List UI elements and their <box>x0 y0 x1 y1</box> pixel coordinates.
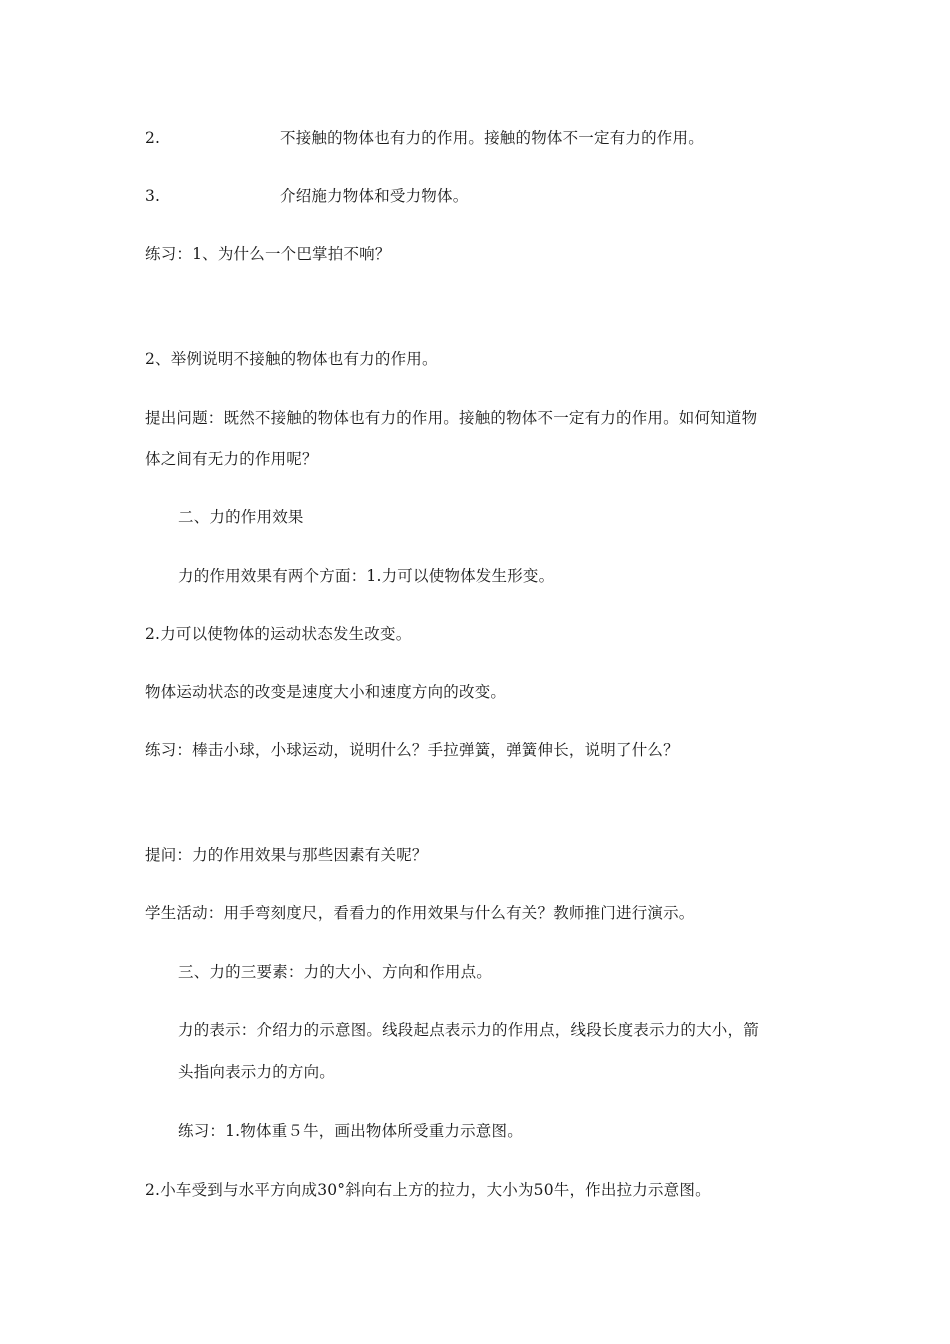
student-activity: 学生活动：用手弯刻度尺，看看力的作用效果与什么有关？教师推门进行演示。 <box>145 904 695 922</box>
effects-item-2: 2.力可以使物体的运动状态发生改变。 <box>145 625 412 643</box>
item-text-3: 介绍施力物体和受力物体。 <box>280 187 469 205</box>
exercise-gravity-diagram: 练习：1.物体重５牛，画出物体所受重力示意图。 <box>178 1122 523 1140</box>
motion-state-note: 物体运动状态的改变是速度大小和速度方向的改变。 <box>145 683 507 701</box>
item-text-2: 不接触的物体也有力的作用。接触的物体不一定有力的作用。 <box>280 129 704 147</box>
exercise-ball-spring: 练习：棒击小球，小球运动，说明什么？手拉弹簧，弹簧伸长，说明了什么？ <box>145 741 679 759</box>
section-heading-effects: 二、力的作用效果 <box>178 508 304 526</box>
question-paragraph-line-2: 体之间有无力的作用呢？ <box>145 450 318 468</box>
force-representation-line-1: 力的表示：介绍力的示意图。线段起点表示力的作用点，线段长度表示力的大小，箭 <box>178 1021 759 1039</box>
question-factors: 提问：力的作用效果与那些因素有关呢？ <box>145 846 428 864</box>
force-representation-line-2: 头指向表示力的方向。 <box>178 1063 336 1081</box>
exercise-2-question: 2、举例说明不接触的物体也有力的作用。 <box>145 350 438 368</box>
exercise-1-question: 练习：1、为什么一个巴掌拍不响？ <box>145 245 391 263</box>
effects-paragraph: 力的作用效果有两个方面：1.力可以使物体发生形变。 <box>178 567 555 585</box>
section-heading-three-elements: 三、力的三要素：力的大小、方向和作用点。 <box>178 963 493 981</box>
item-number-2: 2. <box>145 129 161 147</box>
exercise-pull-force-diagram: 2.小车受到与水平方向成30°斜向右上方的拉力，大小为50牛，作出拉力示意图。 <box>145 1181 711 1199</box>
item-number-3: 3. <box>145 187 161 205</box>
question-paragraph-line-1: 提出问题：既然不接触的物体也有力的作用。接触的物体不一定有力的作用。如何知道物 <box>145 409 758 427</box>
